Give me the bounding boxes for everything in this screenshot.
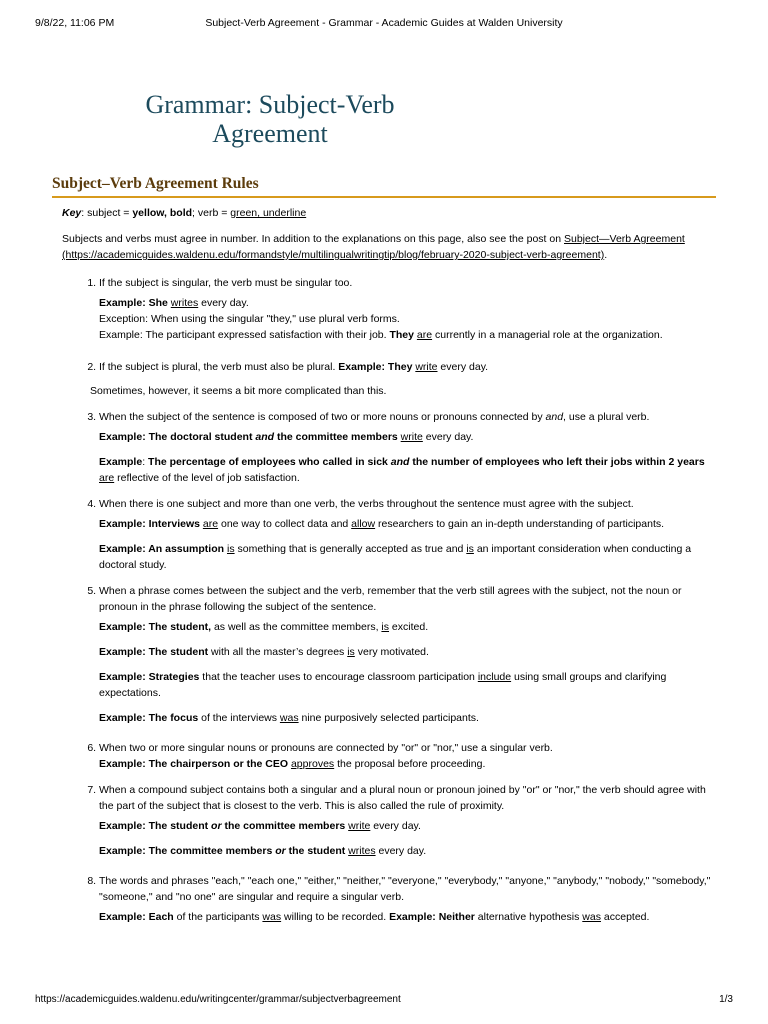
print-header [35, 17, 733, 31]
print-footer [35, 994, 733, 1005]
article-body [62, 205, 712, 935]
intro-paragraph: Subjects and verbs must agree in number. In addition to the explanations on this page, also see the post on Subject—Verb Agreement (https://academicguides.waldenu.edu/formandstyle/multilingualwritingtip/blog/february-2020-subject-verb-agreement). [62, 233, 685, 261]
example: Example: The percentage of employees who called in sick and the number of employees who left their jobs within 2 years are reflective of the level of job satisfaction. [99, 456, 705, 484]
example: Example: Each of the participants was willing to be recorded. Example: Neither alternative hypothesis was accepted. [99, 911, 650, 923]
example: Example: The committee members or the student writes every day. [99, 845, 427, 857]
subject-verb-agreement-link[interactable]: Subject—Verb Agreement (https://academicguides.waldenu.edu/formandstyle/multilingualwritingtip/blog/february-2020-subject-verb-agreement) [62, 233, 685, 261]
example: Example: The focus of the interviews was nine purposively selected participants. [99, 712, 479, 724]
print-datetime: 9/8/22, 11:06 PM [35, 17, 115, 29]
section-heading: Subject–Verb Agreement Rules [52, 175, 716, 198]
example: Example: She writes every day. [99, 297, 249, 309]
rule-1: 1. If the subject is singular, the verb must be singular too. Example: She writes every day. Exception: When using the singular "they," use plural verb forms. Example: The participant expressed satisfaction with their job. They are currently in a managerial role at the organization. [99, 275, 712, 343]
complication-note: Sometimes, however, it seems a bit more complicated than this. [90, 385, 387, 397]
rules-list [62, 275, 712, 375]
rule-4: 4. When there is one subject and more than one verb, the verbs throughout the sentence must agree with the subject. Example: Interviews are one way to collect data and allow researchers to gain an in-depth understanding of participants. Example: An assumption is something that is generally accepted as true and is an important consideration when conducting a doctoral study. [99, 496, 712, 573]
rule-5: 5. When a phrase comes between the subject and the verb, remember that the verb still agrees with the subject, not the noun or pronoun in the phrase following the subject of the sentence. Example: The student, as well as the committee members, is excited. Example: The student with all the master’s degrees is very motivated. Example: Strategies that the teacher uses to encourage classroom participation include using small groups and clarifying expectations. Example: The focus of the interviews was nine purposively selected participants. [99, 583, 712, 726]
rule-8: 8. The words and phrases "each," "each one," "either," "neither," "everyone," "everybody," "anyone," "anybody," "nobody," "somebody," "someone," and "no one" are singular and require a singular verb. Example: Each of the participants was willing to be recorded. Example: Neither alternative hypothesis was accepted. [99, 873, 712, 925]
footer-url: https://academicguides.waldenu.edu/writingcenter/grammar/subjectverbagreement [35, 994, 401, 1005]
page-title: Grammar: Subject-Verb Agreement [145, 90, 395, 148]
subject-style: yellow, bold [132, 207, 193, 219]
example: Example: Strategies that the teacher uses to encourage classroom participation include using small groups and clarifying expectations. [99, 671, 667, 699]
rule-6: 6. When two or more singular nouns or pronouns are connected by "or" or "nor," use a singular verb. Example: The chairperson or the CEO approves the proposal before proceeding. [99, 740, 712, 772]
rule-3: 3. When the subject of the sentence is composed of two or more nouns or pronouns connected by and, use a plural verb. Example: The doctoral student and the committee members write every day. Example: The percentage of employees who called in sick and the number of employees who left their jobs within 2 years are reflective of the level of job satisfaction. [99, 409, 712, 486]
key-label: Key [62, 207, 82, 219]
verb-style: green, underline [230, 207, 307, 219]
example: Example: Interviews are one way to collect data and allow researchers to gain an in-depth understanding of participants. [99, 518, 665, 530]
page-number: 1/3 [719, 994, 733, 1005]
example: Example: The student, as well as the committee members, is excited. [99, 621, 429, 633]
rules-list-continued [62, 409, 712, 925]
example: Example: The student with all the master’s degrees is very motivated. [99, 646, 429, 658]
rule-2: 2. If the subject is plural, the verb must also be plural. Example: They write every day. [99, 359, 712, 375]
rule-7: 7. When a compound subject contains both a singular and a plural noun or pronoun joined by "or" or "nor," the verb should agree with the part of the subject that is closest to the verb. This is also called the rule of proximity. Example: The student or the committee members write every day. Example: The committee members or the student writes every day. [99, 782, 712, 859]
example: Example: The participant expressed satisfaction with their job. They are currently in a managerial role at the organization. [99, 329, 663, 341]
key-legend: Key: subject = yellow, bold; verb = green, underline [62, 207, 307, 219]
example: Example: The chairperson or the CEO approves the proposal before proceeding. [99, 758, 486, 770]
example: Example: An assumption is something that is generally accepted as true and is an important consideration when conducting a doctoral study. [99, 543, 692, 571]
example: Example: The student or the committee members write every day. [99, 820, 421, 832]
example: Example: The doctoral student and the committee members write every day. [99, 431, 474, 443]
exception-note: Exception: When using the singular "they," use plural verb forms. [99, 313, 400, 325]
print-page-title: Subject-Verb Agreement - Grammar - Academic Guides at Walden University [205, 17, 563, 29]
